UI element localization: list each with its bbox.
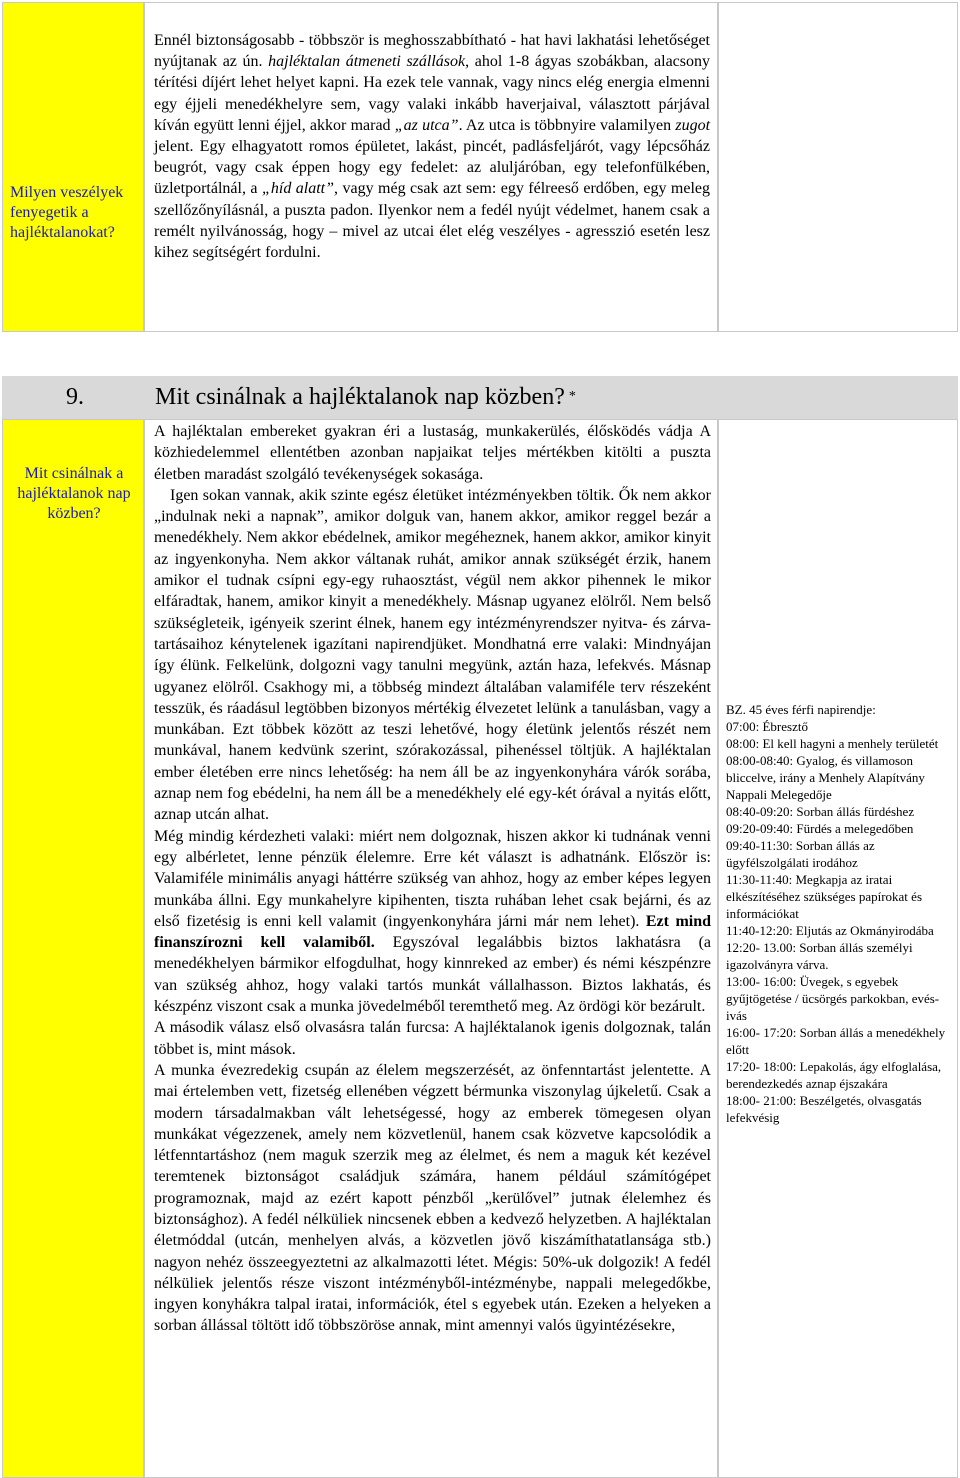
- side-question-1: Milyen veszélyek fenyegetik a hajléktalanokat?: [10, 184, 124, 241]
- main-text-cell-2: [144, 419, 718, 1478]
- section-title: [155, 382, 576, 412]
- section-heading: [2, 376, 958, 419]
- text-run: Igen sokan vannak, akik szinte egész életüket intézményekben töltik. Ők nem akkor „indulnak neki a napnak”, amikor dolguk van, hanem akkor, amikor reggel bezár a menedékhely. Nem akkor ebédelnek, amikor megéheznek, hanem akkor, amikor kinyit az ingyenkonyha. Nem akkor váltanak ruhát, amikor annak szükségét érzik, hanem amikor el tudnak csípni egy-egy ruhaosztást, végül nem akkor pihennek le mikor elfáradtak, hanem, amikor kinyit a menedékhely. Másnap ugyanez elölről. Nem belső szükségleteik, igényeik szerint élnek, hanem egy intézményrendszer nyitva- és zárva-tartásaihoz kénytelenek igazítani napirendjüket. Mondhatná erre valaki: Mindnyájan így élünk. Felkelünk, dolgozni vagy tanulni megyünk, aztán haza, lefekvés. Másnap ugyanez elölről. Csakhogy mi, a többség mindezt általában valamiféle terv részeként tesszük, és ráadásul legtöbben bizonyos mértékig élvezetet lelünk a tanulásban, vagy a munkában. Ezt többek között az teszi lehetővé, hogy életünk jelentős részét nem munkával, hanem kedvünk szerint, szórakozással, pihenéssel töltjük. A hajléktalan ember életében erre nincs lehetőség: ha nem áll be az ingyenkonyhára várók sorába, aznap nem fog ebédelni, ha nem áll be a menedékhely elé egy-két órával a nyitás előtt, aznap utcán alhat.: [154, 486, 711, 824]
- schedule-item: 16:00- 17:20: Sorban állás a menedékhely előtt: [726, 1025, 946, 1057]
- text-run: , vagy még csak azt sem: egy félreeső erdőben, egy meleg szellőzőnyílásnál, a puszta padon. Ilyenkor nem a fedél nyújt védelmet, hanem csak a remélt nyilvánosság, hogy – mivel az utcai élet elég veszélyes - agresszió esetén lesz kihez segítségért fordulni.: [154, 180, 711, 262]
- schedule-item: 12:20- 13.00: Sorban állás személyi igazolványra várva.: [726, 940, 913, 972]
- schedule-box: [726, 701, 948, 1126]
- danger-paragraph: [154, 30, 710, 263]
- schedule-list: [726, 718, 948, 1126]
- schedule-item: 09:40-11:30: Sorban állás az ügyfélszolgálati irodához: [726, 838, 875, 870]
- body-paragraph: [154, 485, 711, 826]
- body-paragraph: [154, 421, 711, 485]
- side-panel-2: [2, 419, 144, 1478]
- side-panel-1: [2, 2, 144, 332]
- text-run-italic: hajléktalan átmeneti szállások: [268, 53, 466, 71]
- schedule-item: 08:00: El kell hagyni a menhely területét: [726, 736, 939, 751]
- schedule-title: BZ. 45 éves férfi napirendje:: [726, 702, 876, 717]
- text-run-bold: Ezt mind finanszírozni kell valamiből.: [154, 912, 712, 952]
- section-title-text: Mit csinálnak a hajléktalanok nap közben?: [155, 384, 565, 410]
- text-run-italic: „híd alatt”: [261, 180, 335, 198]
- schedule-item: 09:20-09:40: Fürdés a melegedőben: [726, 821, 914, 836]
- text-run: jelent. Egy elhagyatott romos épületet, lakást, pincét, padlásfeljárót, vagy lépcsőház beugrót, vagy csak éppen hogy egy fedelet: az aluljáróban, egy telefonfülkében, üzletportálnál, a: [154, 138, 710, 198]
- text-run: , ahol 1-8 ágyas szobákban, alacsony térítési díjért lehet helyet kapni. Ha ezek tele vannak, vagy nincs elég energia elmenni egy éjjeli menedékhelyre sem, vagy valaki inkább haverjaival, választott párjával kíván együtt lenni éjjel, akkor marad: [154, 53, 711, 134]
- daily-life-text: [154, 421, 711, 1337]
- text-run: A munka évezredekig csupán az élelem megszerzését, az önfenntartást jelentette. A mai értelemben vett, fizetség ellenében végzett bérmunka viszonylag újkeletű. Csak a modern társadalmakban vált lehetségessé, hogy az emberek tömegesen olyan munkákat végezzenek, amely nem közvetlenül, hanem csak közvetve kapcsolódik a létfenntartáshoz (nem maguk szerzik meg az élelmet, és nem a maguk két kezével teremtenek biztonságot családjuk számára, hanem például számítógépet programoznak, majd az ezért kapott pénzből „kerülővel” jutnak élelemhez és biztonsághoz). A fedél nélküliek nincsenek ebben a kedvező helyzetben. A hajléktalan életmóddal (utcán, menhelyen alvás, a közvetlen jövő kiszámíthatatlansága stb.) nagyon nehéz összeegyeztetni az alkalmazotti létet. Mégis: 50%-uk dolgozik! A fedél nélküliek jelentős része viszont intézményből-intézménybe, nappali melegedőkbe, ingyen konyhákra talpal iratai, információk, étel s egyebek után. Ezeken a helyeken a sorban állással töltött idő többszöröse annak, mint amennyi valós ügyintézésekre,: [154, 1061, 711, 1335]
- schedule-item: 11:30-11:40: Megkapja az iratai elkészítéséhez szükséges papírokat és információkat: [726, 872, 923, 921]
- side-question-2: Mit csinálnak a hajléktalanok nap közben?: [17, 465, 131, 522]
- schedule-item: 08:00-08:40: Gyalog, és villamoson bliccelve, irány a Menhely Alapítvány Nappali Melegedője: [726, 753, 925, 802]
- section-number: 9.: [66, 384, 84, 410]
- schedule-item: 13:00- 16:00: Üvegek, s egyebek gyűjtögetése / ücsörgés parkokban, evés-ivás: [726, 974, 940, 1023]
- body-paragraph: [154, 1017, 711, 1060]
- body-paragraph: [154, 826, 711, 1018]
- body-paragraph: [154, 1060, 711, 1337]
- text-run: Egyszóval legalábbis biztos lakhatásra (a menedékhelyen bármikor elfogdulhat, hogy kinnreked az ember) és némi készpénzre van szükség ahhoz, hogy valaki tartós munkát vállalhasson. Biztos lakhatás, és készpénz viszont csak a munka jövedelméből teremthető meg. Az ördögi kör bezárult.: [154, 934, 711, 1016]
- text-run: Még mindig kérdezheti valaki: miért nem dolgoznak, hiszen akkor ki tudnának venni egy albérletet, lenne pénzük élelemre. Erre két választ is adhatnánk. Először is: Valamiféle minimális anyagi háttérre szükség van ahhoz, hogy az ember képes legyen munkába állni. Egy munkahelyre kipihenten, tiszta ruhában lehet csak bejárni, és az első fizetésig is enni kell valamit (ingyenkonyhára járni már nem lehet).: [154, 827, 711, 930]
- text-run: A második válasz első olvasásra talán furcsa: A hajléktalanok igenis dolgoznak, talán többet is, mint mások.: [154, 1019, 711, 1058]
- schedule-item: 11:40-12:20: Eljutás az Okmányirodába: [726, 923, 934, 938]
- schedule-item: 08:40-09:20: Sorban állás fürdéshez: [726, 804, 915, 819]
- text-run: A hajléktalan embereket gyakran éri a lustaság, munkakerülés, élősködés vádja A közhiedelemmel ellentétben azonban napjaikat teljes mértékben kitölti a puszta életben maradást szolgáló tevékenységek sokasága.: [154, 423, 711, 483]
- schedule-cell: [718, 419, 958, 1478]
- text-run-italic: „az utca”: [394, 116, 459, 134]
- text-run: . Az utca is többnyire valamilyen: [458, 116, 676, 134]
- main-text-cell-1: [144, 2, 718, 332]
- text-run: Ennél biztonságosabb - többször is meghosszabbítható - hat havi lakhatási lehetőséget nyújtanak az ún.: [154, 32, 710, 71]
- schedule-item: 17:20- 18:00: Lepakolás, ágy elfoglalása, berendezkedés aznap éjszakára: [726, 1059, 942, 1091]
- text-run-italic: zugot: [675, 116, 711, 134]
- right-empty-cell-1: [718, 2, 958, 332]
- schedule-item: 18:00- 21:00: Beszélgetés, olvasgatás lefekvésig: [726, 1093, 922, 1125]
- footnote-mark: *: [568, 389, 576, 404]
- schedule-item: 07:00: Ébresztő: [726, 719, 808, 734]
